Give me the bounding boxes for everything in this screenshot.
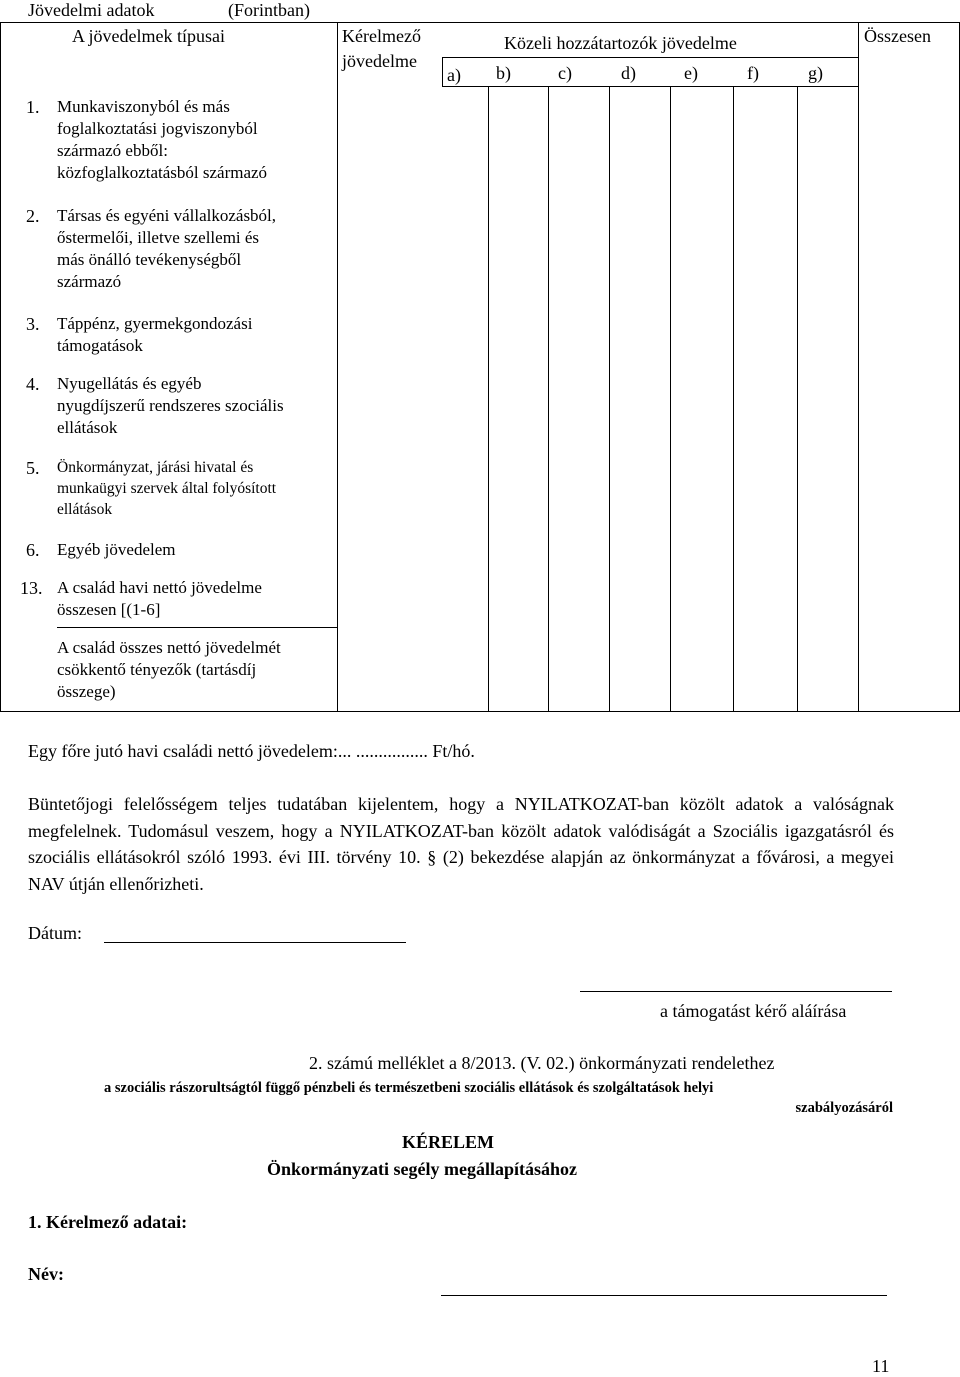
row-13-number: 13. — [20, 578, 43, 598]
row-1-label: Munkaviszonyból és más foglalkoztatási jogviszonyból származó ebből: közfoglalkoztatásból származó — [57, 97, 268, 182]
form-subtitle: Önkormányzati segély megállapításához — [267, 1159, 577, 1179]
form-title: KÉRELEM — [402, 1132, 495, 1152]
row-4-number: 4. — [26, 374, 40, 394]
relative-col-d: d) — [621, 63, 636, 83]
per-capita-income: Egy főre jutó havi családi nettó jövedelem:... ................ Ft/hó. — [28, 741, 475, 761]
table-caption: Jövedelmi adatok — [28, 0, 155, 20]
relative-col-e: e) — [684, 63, 698, 83]
relative-col-c: c) — [558, 63, 572, 83]
declaration-text: Büntetőjogi felelősségem teljes tudatában kijelentem, hogy a NYILATKOZAT-ban közölt adatok a valóságnak megfelelnek. Tudomásul veszem, hogy a NYILATKOZAT-ban közölt adatok valódiságát a Szociális igazgatásról és szociális ellátásokról szóló 1993. évi III. törvény 10. § (2) bekezdése alapján az önkormányzat a fővárosi, a megyei NAV útján ellenőrizheti. — [28, 794, 894, 894]
signature-label: a támogatást kérő aláírása — [660, 1001, 847, 1021]
header-relatives-income: Közeli hozzátartozók jövedelme — [504, 33, 737, 53]
regulation-line1: a szociális rászorultságtól függő pénzbeli és természetbeni szociális ellátások és szolgáltatások helyi — [104, 1080, 714, 1096]
row-5-number: 5. — [26, 458, 40, 478]
row-13-label: A család havi nettó jövedelme összesen [(1-6] — [57, 578, 262, 619]
table-caption-unit: (Forintban) — [228, 0, 310, 20]
annex-line: 2. számú melléklet a 8/2013. (V. 02.) önkormányzati rendelethez — [309, 1053, 775, 1073]
header-applicant-line2: jövedelme — [342, 51, 417, 71]
signature-field[interactable] — [580, 991, 892, 992]
date-field[interactable] — [104, 942, 406, 943]
row-3-label: Táppénz, gyermekgondozási támogatások — [57, 314, 253, 355]
row-5-label: Önkormányzat, járási hivatal és munkaügyi szervek által folyósított ellátások — [57, 459, 277, 518]
row-6-label: Egyéb jövedelem — [57, 540, 176, 559]
relative-col-f: f) — [747, 63, 759, 83]
regulation-line2: szabályozásáról — [795, 1100, 893, 1116]
relative-col-b: b) — [496, 63, 511, 83]
name-field[interactable] — [441, 1295, 887, 1296]
row-1-number: 1. — [26, 97, 40, 117]
row-6-number: 6. — [26, 540, 40, 560]
header-total: Összesen — [864, 26, 931, 46]
relative-col-g: g) — [808, 63, 823, 83]
page-number: 11 — [872, 1356, 890, 1376]
section-applicant-data: 1. Kérelmező adatai: — [28, 1212, 188, 1232]
header-applicant-line1: Kérelmező — [342, 26, 421, 46]
header-income-types: A jövedelmek típusai — [72, 26, 225, 46]
name-label: Név: — [28, 1264, 64, 1284]
relative-col-a: a) — [447, 65, 461, 85]
row-2-number: 2. — [26, 206, 40, 226]
row-3-number: 3. — [26, 314, 40, 334]
row-deductions-label: A család összes nettó jövedelmét csökkentő tényezők (tartásdíj összege) — [57, 638, 281, 701]
row-4-label: Nyugellátás és egyéb nyugdíjszerű rendszeres szociális ellátások — [57, 374, 284, 437]
row-2-label: Társas és egyéni vállalkozásból, őstermelői, illetve szellemi és más önálló tevékenységből származó — [57, 206, 277, 291]
date-label: Dátum: — [28, 923, 82, 943]
